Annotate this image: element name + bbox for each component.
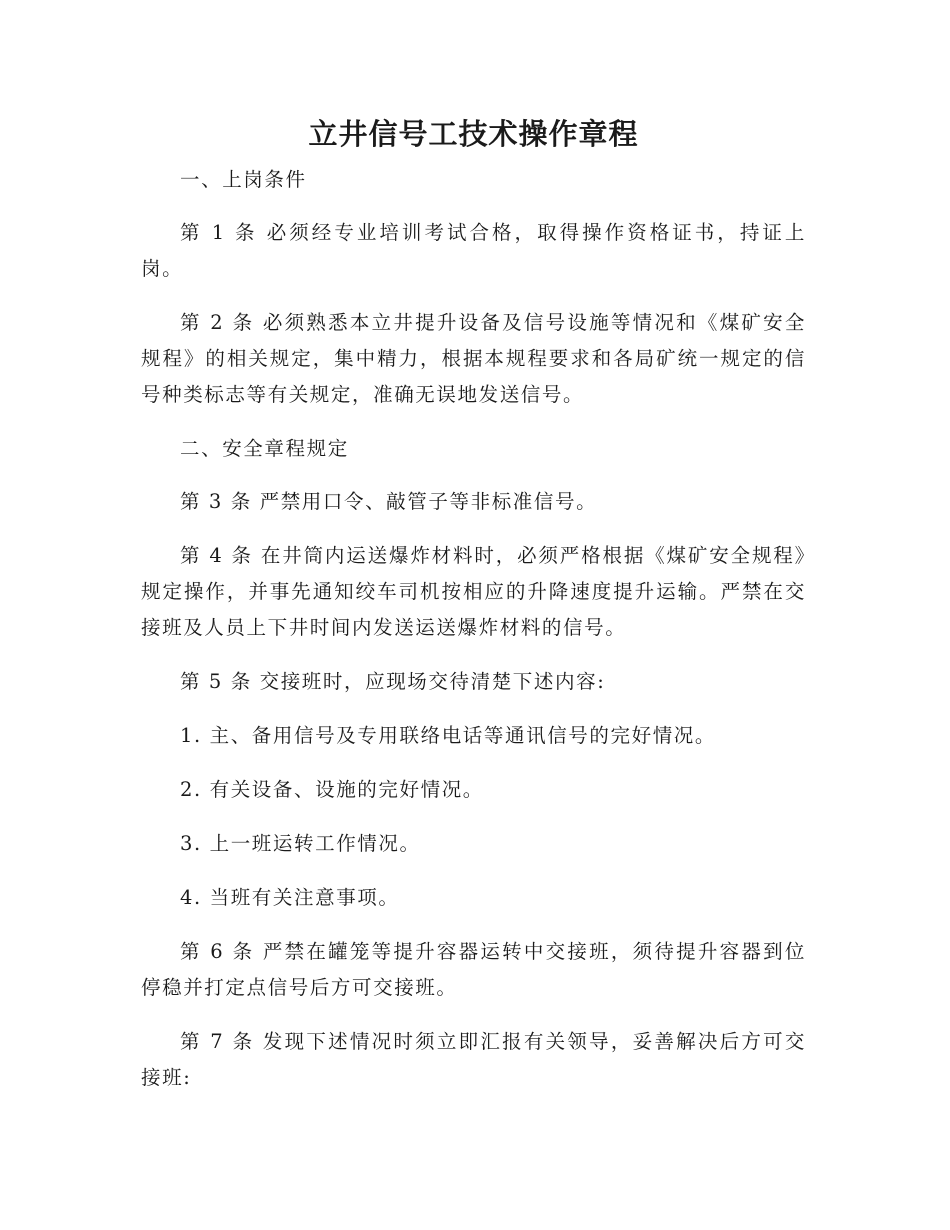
document-body xyxy=(141,118,806,1114)
article-3: 第 3 条 严禁用口令、敲管子等非标准信号。 xyxy=(180,490,598,513)
article-2: 第 2 条 必须熟悉本立井提升设备及信号设施等情况和《煤矿安全规程》的相关规定，集中精力，根据本规程要求和各局矿统一规定的信号种类标志等有关规定，准确无误地发送信号。 xyxy=(141,311,806,406)
list-item-1: 1. 主、备用信号及专用联络电话等通讯信号的完好情况。 xyxy=(180,724,717,747)
article-5: 第 5 条 交接班时，应现场交待清楚下述内容: xyxy=(180,670,606,693)
article-1: 第 1 条 必须经专业培训考试合格，取得操作资格证书，持证上岗。 xyxy=(141,221,806,280)
list-item-4: 4. 当班有关注意事项。 xyxy=(180,886,400,909)
list-item-2: 2. 有关设备、设施的完好情况。 xyxy=(180,778,484,801)
document-title: 立井信号工技术操作章程 xyxy=(308,117,639,151)
article-4: 第 4 条 在井筒内运送爆炸材料时，必须严格根据《煤矿安全规程》规定操作，并事先通知绞车司机按相应的升降速度提升运输。严禁在交接班及人员上下井时间内发送运送爆炸材料的信号。 xyxy=(141,544,806,639)
article-7: 第 7 条 发现下述情况时须立即汇报有关领导，妥善解决后方可交接班: xyxy=(141,1030,806,1089)
article-6: 第 6 条 严禁在罐笼等提升容器运转中交接班，须待提升容器到位停稳并打定点信号后方可交接班。 xyxy=(141,940,806,999)
section-heading-safety-rules: 二、安全章程规定 xyxy=(180,437,349,460)
section-heading-qualifications: 一、上岗条件 xyxy=(180,168,307,191)
list-item-3: 3. 上一班运转工作情况。 xyxy=(180,832,421,855)
